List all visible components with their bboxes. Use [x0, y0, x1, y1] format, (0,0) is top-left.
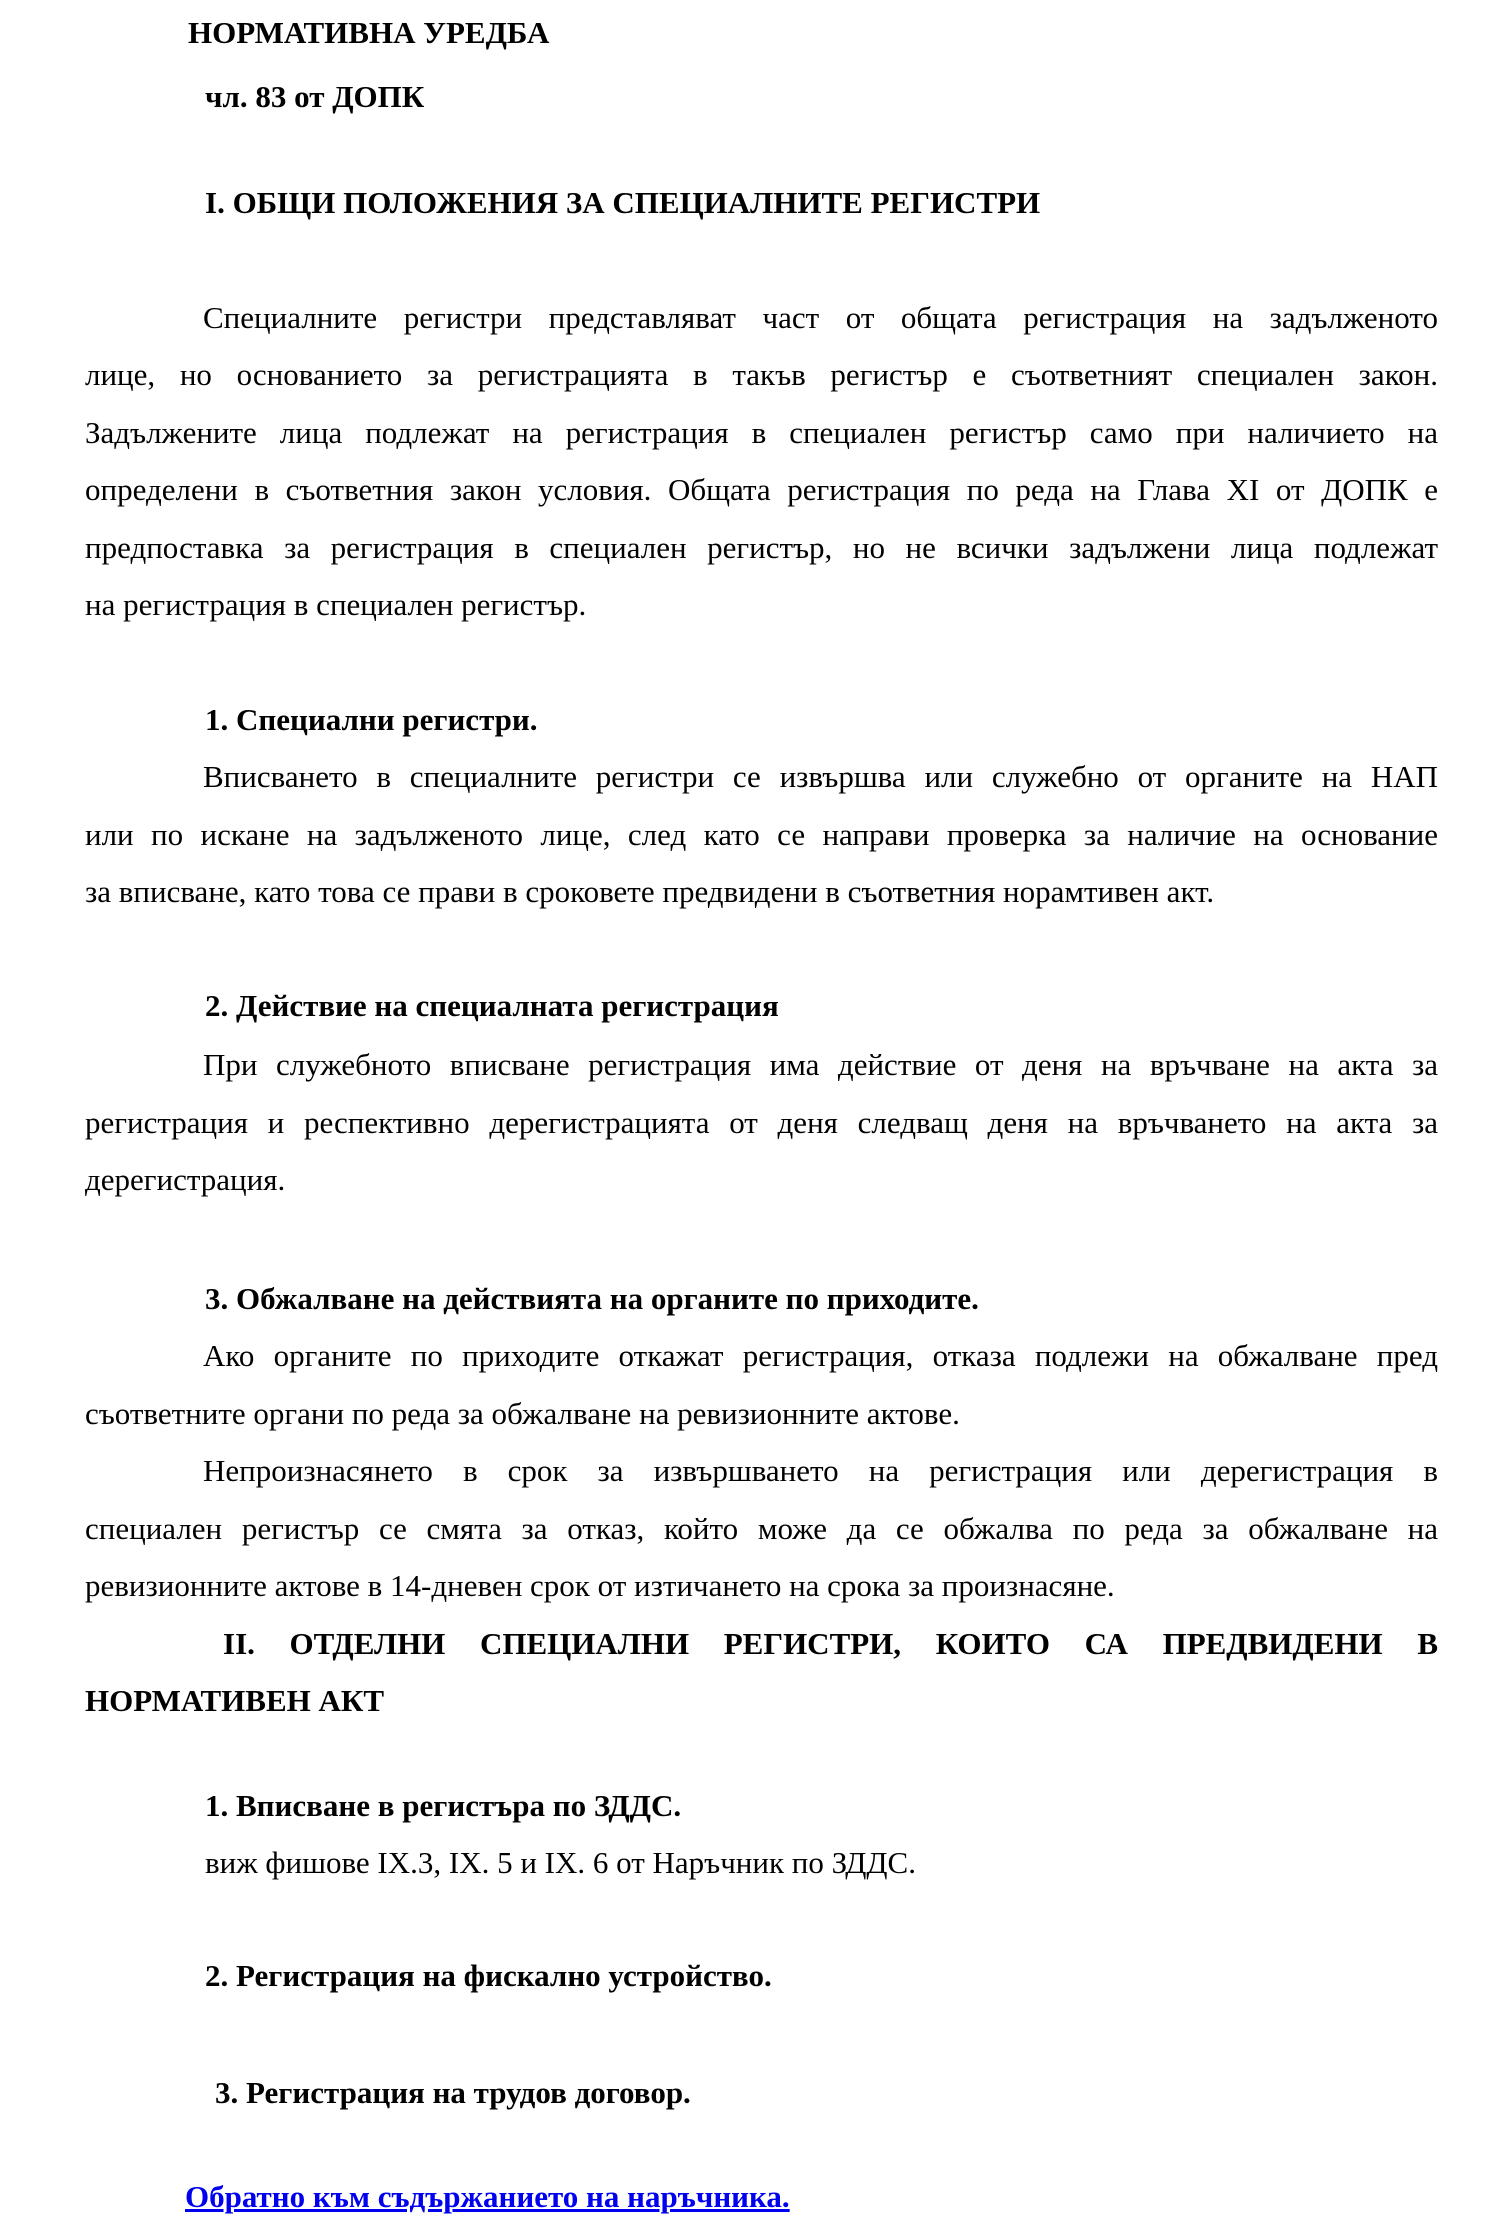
text-line: регистрация и респективно дерегистрацията от деня следващ деня на връчването на акта за	[85, 1104, 1438, 1140]
text-line: предпоставка за регистрация в специален регистър, но не всички задължени лица подлежат	[85, 529, 1438, 565]
text-line: Задължените лица подлежат на регистрация в специален регистър само при наличието на	[85, 414, 1438, 450]
section-1-heading: I. ОБЩИ ПОЛОЖЕНИЯ ЗА СПЕЦИАЛНИТЕ РЕГИСТРИ	[205, 185, 1041, 220]
subsection-1-1-heading: 1. Специални регистри.	[205, 701, 538, 737]
text-line: специален регистър се смята за отказ, който може да се обжалва по реда за обжалване на	[85, 1510, 1438, 1546]
back-link[interactable]: Обратно към съдържанието на наръчника.	[185, 2178, 790, 2214]
subsection-2-1-heading: 1. Вписване в регистъра по ЗДДС.	[205, 1787, 682, 1823]
text-line: съответните органи по реда за обжалване на ревизионните актове.	[85, 1395, 960, 1431]
subsection-2-1-note: виж фишове IX.3, IX. 5 и IX. 6 от Наръчник по ЗДДС.	[205, 1845, 916, 1880]
section-2-heading	[85, 1615, 1438, 1730]
subsection-1-3-paragraph-2	[85, 1442, 1438, 1615]
text-line: за вписване, като това се прави в сроковете предвидени в съответния норамтивен акт.	[85, 874, 1215, 909]
text-line: НОРМАТИВЕН АКТ	[85, 1683, 385, 1718]
text-line: Специалните регистри представляват част от общата регистрация на задълженото	[203, 299, 1438, 335]
text-line: дерегистрация.	[85, 1162, 286, 1197]
subsection-2-2-heading: 2. Регистрация на фискално устройство.	[205, 1957, 772, 1993]
subsection-1-2-paragraph	[85, 1036, 1438, 1209]
text-line: При служебното вписване регистрация има действие от деня на връчване на акта за	[203, 1047, 1438, 1082]
text-line: или по искане на задълженото лице, след като се направи проверка за наличие на основание	[85, 816, 1438, 852]
section-1-intro-paragraph	[85, 289, 1438, 634]
subsection-1-3-heading: 3. Обжалване на действията на органите по приходите.	[205, 1280, 979, 1316]
text-line: Вписването в специалните регистри се извършва или служебно от органите на НАП	[203, 759, 1438, 794]
text-line: на регистрация в специален регистър.	[85, 587, 587, 622]
text-line: II. ОТДЕЛНИ СПЕЦИАЛНИ РЕГИСТРИ, КОИТО СА ПРЕДВИДЕНИ В	[223, 1625, 1438, 1661]
text-line: Ако органите по приходите откажат регистрация, отказа подлежи на обжалване пред	[203, 1338, 1438, 1373]
subsection-1-3-paragraph-1	[85, 1327, 1438, 1442]
text-line: лице, но основанието за регистрацията в такъв регистър е съответният специален закон.	[85, 357, 1438, 392]
subsection-1-2-heading: 2. Действие на специалната регистрация	[205, 987, 779, 1023]
article-reference: чл. 83 от ДОПК	[205, 78, 425, 114]
text-line: определени в съответния закон условия. Общата регистрация по реда на Глава XI от ДОПК е	[85, 472, 1438, 507]
subsection-2-3-heading: 3. Регистрация на трудов договор.	[215, 2075, 691, 2110]
subsection-1-1-paragraph	[85, 748, 1438, 921]
text-line: ревизионните актове в 14-дневен срок от изтичането на срока за произнасяне.	[85, 1568, 1115, 1603]
document-page	[85, 4, 1438, 2225]
doc-kicker: НОРМАТИВНА УРЕДБА	[188, 15, 550, 50]
back-link-row	[85, 2168, 1438, 2226]
text-line: Непроизнасянето в срок за извършването на регистрация или дерегистрация в	[203, 1453, 1438, 1488]
